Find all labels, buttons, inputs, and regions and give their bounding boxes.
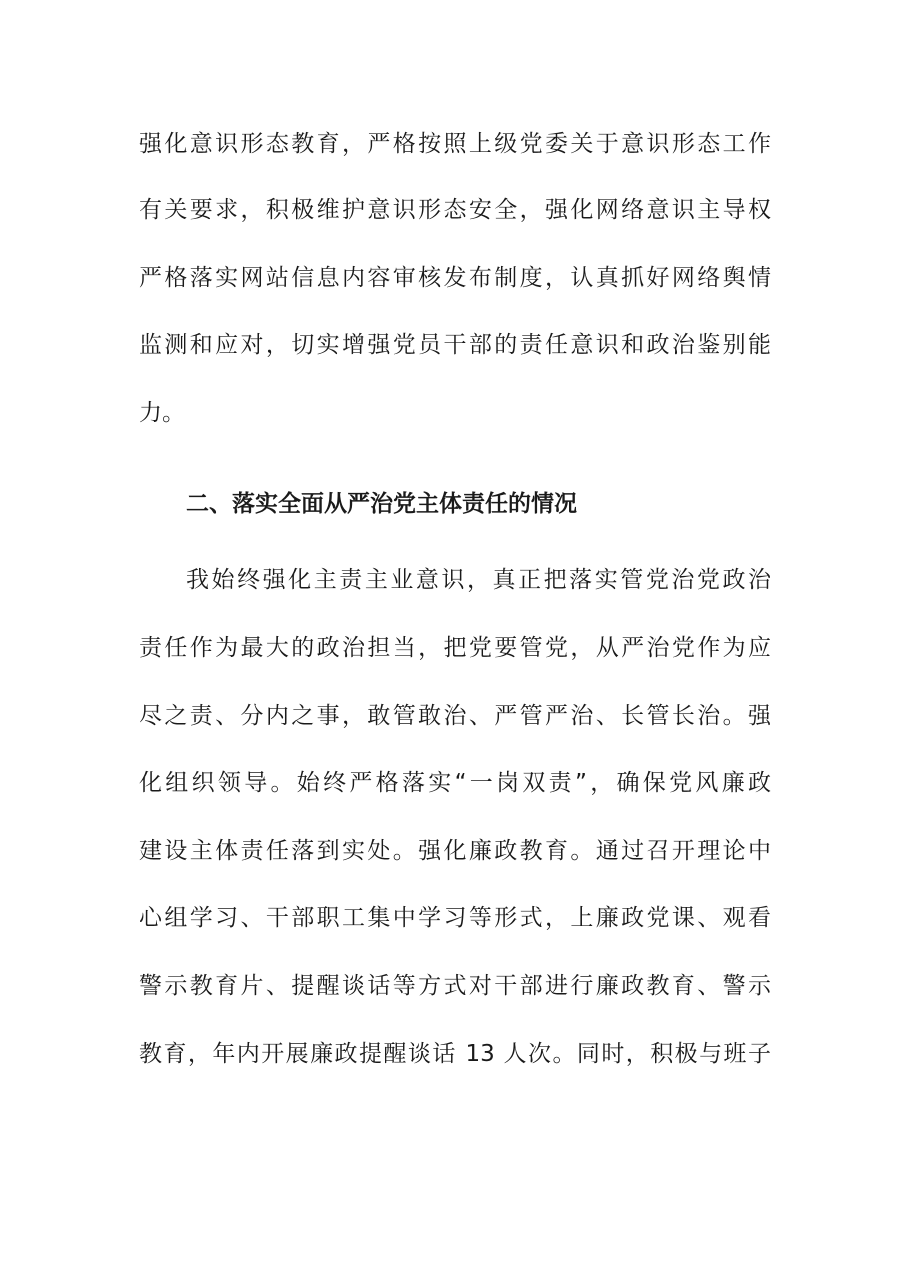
paragraph-2-line-1: 我始终强化主责主业意识，真正把落实管党治党政治 — [186, 567, 771, 593]
paragraph-2-line-5: 建设主体责任落到实处。强化廉政教育。通过召开理论中 — [139, 838, 771, 864]
paragraph-1-line-2: 有关要求，积极维护意识形态安全，强化网络意识主导权 — [139, 197, 771, 223]
paragraph-2-line-8: 教育，年内开展廉政提醒谈话 13 人次。同时，积极与班子 — [139, 1041, 771, 1067]
paragraph-1-line-1: 强化意识形态教育，严格按照上级党委关于意识形态工作 — [139, 131, 771, 157]
paragraph-2-line-6: 心组学习、干部职工集中学习等形式，上廉政党课、观看 — [139, 905, 771, 931]
paragraph-2-line-4: 化组织领导。始终严格落实“一岗双责”，确保党风廉政 — [139, 770, 771, 796]
paragraph-1-line-3: 严格落实网站信息内容审核发布制度，认真抓好网络舆情 — [139, 265, 771, 291]
section-heading: 二、落实全面从严治党主体责任的情况 — [186, 491, 577, 517]
paragraph-1-line-4: 监测和应对，切实增强党员干部的责任意识和政治鉴别能 — [139, 332, 771, 358]
paragraph-1-line-5: 力。 — [139, 400, 185, 426]
paragraph-2-line-7: 警示教育片、提醒谈话等方式对干部进行廉政教育、警示 — [139, 973, 771, 999]
paragraph-2-line-3: 尽之责、分内之事，敢管敢治、严管严治、长管长治。强 — [139, 703, 771, 729]
paragraph-2-line-2: 责任作为最大的政治担当，把党要管党，从严治党作为应 — [139, 635, 771, 661]
